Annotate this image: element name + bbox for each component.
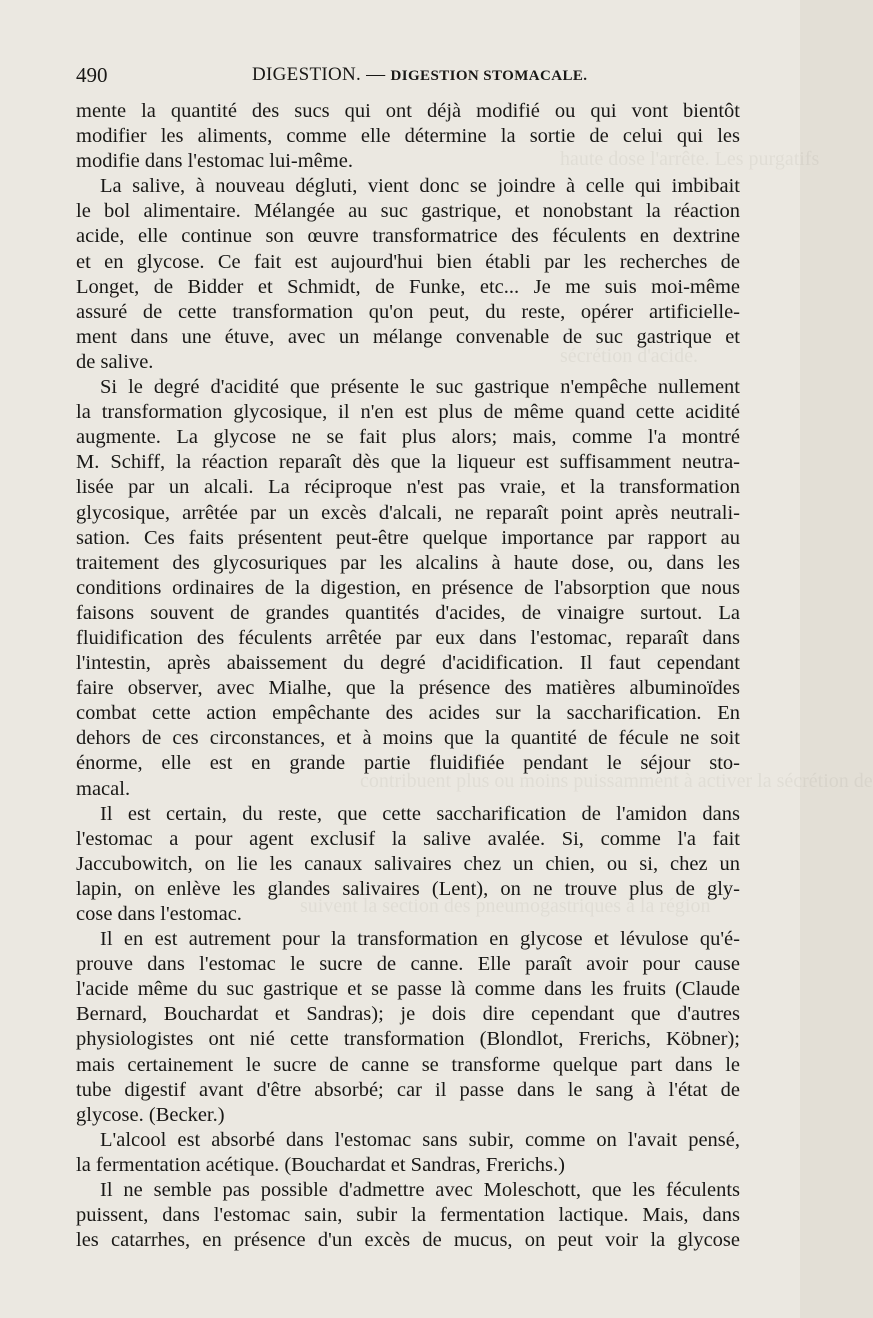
paragraph	[76, 174, 740, 375]
text-line: et en glycose. Ce fait est aujourd'hui bien établi par les recherches de	[76, 250, 740, 273]
text-line: tube digestif avant d'être absorbé; car il passe dans le sang à l'état de	[76, 1078, 740, 1101]
text-line: M. Schiff, la réaction reparaît dès que la liqueur est suffisamment neutra-	[76, 451, 740, 474]
text-line: Longet, de Bidder et Schmidt, de Funke, etc... Je me suis moi-même	[76, 275, 740, 298]
paragraph	[76, 375, 740, 802]
paragraph	[76, 1128, 740, 1178]
text-line: dehors de ces circonstances, et à moins que la quantité de fécule ne soit	[76, 727, 740, 750]
paragraph	[76, 1178, 740, 1253]
text-line: combat cette action empêchante des acides sur la saccharification. En	[76, 702, 740, 725]
text-line: Il ne semble pas possible d'admettre avec Moleschott, que les féculents	[100, 1179, 740, 1202]
text-line: La salive, à nouveau dégluti, vient donc se joindre à celle qui imbibait	[100, 175, 740, 198]
text-line: l'intestin, après abaissement du degré d'acidification. Il faut cependant	[76, 652, 740, 675]
title-separator: —	[366, 64, 386, 85]
text-line: macal.	[76, 777, 131, 800]
text-line: la fermentation acétique. (Bouchardat et Sandras, Frerichs.)	[76, 1153, 565, 1176]
text-line: modifie dans l'estomac lui-même.	[76, 150, 353, 173]
text-line: augmente. La glycose ne se fait plus alors; mais, comme l'a montré	[76, 426, 740, 449]
text-line: fluidification des féculents arrêtée par eux dans l'estomac, reparaît dans	[76, 626, 740, 649]
text-line: physiologistes ont nié cette transformation (Blondlot, Frerichs, Köbner);	[76, 1028, 740, 1051]
body-text	[76, 99, 740, 1253]
text-line: la transformation glycosique, il n'en est plus de même quand cette acidité	[76, 401, 740, 424]
text-line: glycosique, arrêtée par un excès d'alcali, ne reparaît point après neutrali-	[76, 501, 740, 524]
text-line: puissent, dans l'estomac sain, subir la fermentation lactique. Mais, dans	[76, 1204, 740, 1227]
text-line: L'alcool est absorbé dans l'estomac sans subir, comme on l'avait pensé,	[100, 1128, 740, 1151]
text-line: les catarrhes, en présence d'un excès de mucus, on peut voir la glycose	[76, 1229, 740, 1252]
paragraph	[76, 99, 740, 174]
text-line: traitement des glycosuriques par les alcalins à haute dose, ou, dans les	[76, 551, 740, 574]
text-line: Bernard, Bouchardat et Sandras); je dois dire cependant que d'autres	[76, 1003, 740, 1026]
section-title: DIGESTION STOMACALE.	[390, 68, 588, 84]
paragraph	[76, 802, 740, 927]
text-line: faisons souvent de grandes quantités d'acides, de vinaigre surtout. La	[76, 601, 740, 624]
page-number: 490	[76, 63, 108, 87]
show-through-text: contribuent plus ou moins puissamment à activer la sécrétion de	[360, 770, 873, 792]
text-line: conditions ordinaires de la digestion, en présence de l'absorption que nous	[76, 576, 740, 599]
text-line: glycose. (Becker.)	[76, 1103, 225, 1126]
paragraph	[76, 927, 740, 1128]
text-line: lapin, on enlève les glandes salivaires (Lent), on ne trouve plus de gly-	[76, 877, 740, 900]
text-line: sation. Ces faits présentent peut-être quelque importance par rapport au	[76, 526, 740, 549]
text-line: acide, elle continue son œuvre transformatrice des féculents en dextrine	[76, 225, 740, 248]
text-line: Si le degré d'acidité que présente le suc gastrique n'empêche nullement	[100, 376, 740, 399]
text-line: faire observer, avec Mialhe, que la présence des matières albuminoïdes	[76, 677, 740, 700]
text-line: Jaccubowitch, on lie les canaux salivaires chez un chien, ou si, chez un	[76, 852, 740, 875]
text-line: énorme, elle est en grande partie fluidifiée pendant le séjour sto-	[76, 752, 740, 775]
text-line: assuré de cette transformation qu'on peut, du reste, opérer artificielle-	[76, 300, 740, 323]
show-through-text: sécrétion d'acide.	[560, 345, 698, 367]
text-line: cose dans l'estomac.	[76, 903, 242, 925]
text-line: prouve dans l'estomac le sucre de canne. Elle paraît avoir pour cause	[76, 953, 740, 976]
text-line: le bol alimentaire. Mélangée au suc gastrique, et nonobstant la réaction	[76, 200, 740, 223]
text-line: de salive.	[76, 350, 154, 373]
chapter-title: DIGESTION.	[252, 64, 362, 85]
running-title	[252, 62, 587, 89]
running-header	[76, 62, 740, 88]
text-line: l'estomac a pour agent exclusif la salive avalée. Si, comme l'a fait	[76, 827, 740, 850]
text-line: Il en est autrement pour la transformation en glycose et lévulose qu'é-	[100, 928, 740, 951]
text-line: ment dans une étuve, avec un mélange convenable de suc gastrique et	[76, 325, 740, 348]
show-through-text: suivent la section des pneumogastriques à la région	[300, 895, 711, 917]
text-line: l'acide même du suc gastrique et se passe là comme dans les fruits (Claude	[76, 978, 740, 1001]
text-line: Il est certain, du reste, que cette saccharification de l'amidon dans	[100, 802, 740, 825]
text-line: lisée par un alcali. La réciproque n'est pas vraie, et la transformation	[76, 476, 740, 499]
text-line: mais certainement le sucre de canne se transforme quelque part dans le	[76, 1053, 740, 1076]
text-line: modifier les aliments, comme elle détermine la sortie de celui qui les	[76, 125, 740, 148]
show-through-text: haute dose l'arrête. Les purgatifs	[560, 148, 820, 170]
text-line: mente la quantité des sucs qui ont déjà modifié ou qui vont bientôt	[76, 100, 740, 122]
